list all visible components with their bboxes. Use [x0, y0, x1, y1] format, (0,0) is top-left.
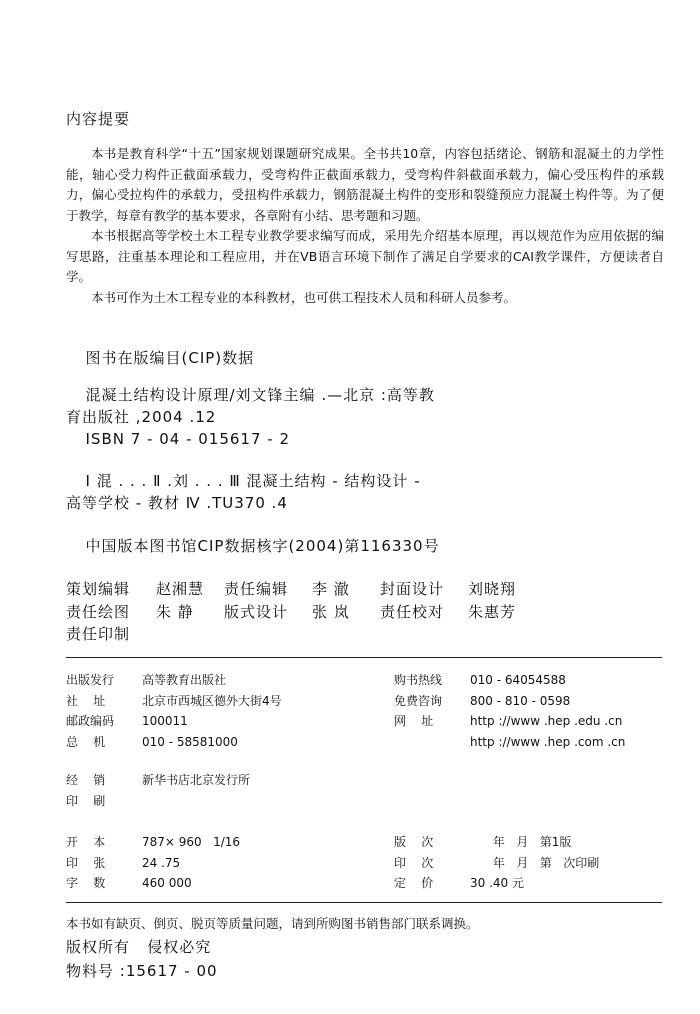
- staff-role: 版式设计: [224, 602, 289, 621]
- publisher-row: [66, 732, 662, 753]
- summary-paragraph: 本书根据高等学校土木工程专业教学要求编写而成，采用先介绍基本原理，再以规范作为应用依据的编写思路，注重基本理论和工程应用，并在VB语言环境下制作了满足自学要求的CAI教学课件，方便读者自学。: [66, 228, 664, 284]
- field-label: 出版发行: [66, 673, 115, 687]
- field-value: 100011: [142, 714, 188, 728]
- field-value: 高等教育出版社: [142, 673, 227, 687]
- website-link[interactable]: http ://www .hep .com .cn: [470, 734, 626, 749]
- field-value: 24 .75: [142, 855, 181, 870]
- field-label: 社 址: [66, 693, 106, 708]
- staff-name: 朱 静: [156, 602, 194, 621]
- quality-note: 本书如有缺页、倒页、脱页等质量问题，请到所购图书销售部门联系调换。: [66, 916, 479, 931]
- specification-info: [66, 832, 662, 894]
- staff-name: 张 岚: [312, 602, 350, 621]
- material-number: 物料号 :15617 - 00: [66, 962, 218, 980]
- publisher-info: [66, 670, 662, 752]
- field-value: 新华书店北京发行所: [142, 773, 251, 787]
- website-link[interactable]: http ://www .hep .edu .cn: [470, 714, 623, 728]
- staff-role: 责任编辑: [224, 580, 289, 598]
- cip-classification: [66, 470, 676, 514]
- staff-name: 赵湘慧: [156, 580, 205, 598]
- field-value: 北京市西城区德外大街4号: [142, 693, 282, 708]
- publisher-row: [66, 670, 662, 691]
- field-label: 网 址: [394, 714, 434, 728]
- price-value: 30 .40 元: [470, 876, 524, 890]
- cip-record-number: 中国版本图书馆CIP数据核字(2004)第116330号: [85, 537, 440, 555]
- divider-top: [66, 657, 662, 658]
- field-value: 460 000: [142, 876, 192, 890]
- field-label: 邮政编码: [66, 714, 115, 728]
- copyright-notice: 版权所有 侵权必究: [66, 938, 212, 956]
- field-label: 总 机: [66, 734, 106, 749]
- field-label: 定 价: [394, 876, 434, 890]
- cip-class-line: 高等学校 - 教材 Ⅳ .TU370 .4: [66, 494, 288, 512]
- field-label: 印 张: [66, 855, 106, 870]
- divider-bottom: [66, 902, 662, 903]
- field-label: 免费咨询: [394, 693, 443, 708]
- publisher-row: [66, 791, 662, 812]
- summary-paragraph: 本书是教育科学“十五”国家规划课题研究成果。全书共10章，内容包括绪论、钢筋和混凝土的力学性能，轴心受力构件正截面承载力，受弯构件正截面承载力，受弯构件斜截面承载力，偏心受压构件的承载力，偏心受拉构件的承载力，受扭构件承载力，钢筋混凝土构件的变形和裂缝预应力混凝土构件等。为了便于教学，每章有教学的基本要求，各章附有小结、思考题和习题。: [66, 146, 664, 223]
- staff-name: 刘晓翔: [468, 580, 517, 598]
- summary-paragraph: 本书可作为土木工程专业的本科教材，也可供工程技术人员和科研人员参考。: [91, 289, 517, 305]
- field-label: 印 次: [394, 855, 434, 870]
- staff-row: [66, 578, 536, 601]
- cip-title: 图书在版编目(CIP)数据: [85, 349, 255, 367]
- staff-row: [66, 601, 536, 624]
- staff-name: 李 澈: [312, 580, 350, 598]
- field-label: 购书热线: [394, 673, 443, 687]
- field-label: 印 刷: [66, 793, 106, 808]
- staff-role: 责任绘图: [66, 602, 131, 621]
- field-label: 经 销: [66, 773, 106, 787]
- cip-entry-line: 育出版社 ,2004 .12: [66, 408, 217, 426]
- field-value: 010 - 58581000: [142, 734, 238, 749]
- summary-heading: 内容提要: [66, 110, 131, 128]
- field-label: 版 次: [394, 835, 434, 849]
- staff-credits: [66, 578, 536, 646]
- cip-class-line: Ⅰ 混 . . . Ⅱ .刘 . . . Ⅲ 混凝土结构 - 结构设计 -: [85, 472, 421, 490]
- field-label: 字 数: [66, 876, 106, 890]
- publisher-row: [66, 873, 662, 894]
- summary-body: [66, 144, 664, 308]
- field-label: 开 本: [66, 835, 106, 849]
- publisher-row: [66, 853, 662, 874]
- cip-entry: [66, 384, 676, 450]
- field-value: 年 月 第1版: [470, 835, 572, 849]
- publisher-row: [66, 770, 662, 791]
- field-value: 787× 960 1/16: [142, 835, 241, 849]
- field-value: 年 月 第 次印刷: [470, 855, 600, 870]
- cip-isbn: ISBN 7 - 04 - 015617 - 2: [85, 430, 291, 448]
- field-value: 010 - 64054588: [470, 673, 566, 687]
- staff-role: 封面设计: [380, 580, 445, 598]
- publisher-row: [66, 832, 662, 853]
- publisher-row: [66, 691, 662, 712]
- staff-row: [66, 623, 536, 646]
- staff-role: 责任印制: [66, 625, 131, 643]
- staff-name: 朱惠芳: [468, 602, 517, 621]
- staff-role: 策划编辑: [66, 580, 131, 598]
- field-value: 800 - 810 - 0598: [470, 693, 571, 708]
- staff-name: [156, 623, 224, 646]
- cip-entry-line: 混凝土结构设计原理/刘文锋主编 .—北京 :高等教: [85, 386, 435, 404]
- staff-role: 责任校对: [380, 602, 445, 621]
- distribution-info: [66, 770, 662, 811]
- publisher-row: [66, 711, 662, 732]
